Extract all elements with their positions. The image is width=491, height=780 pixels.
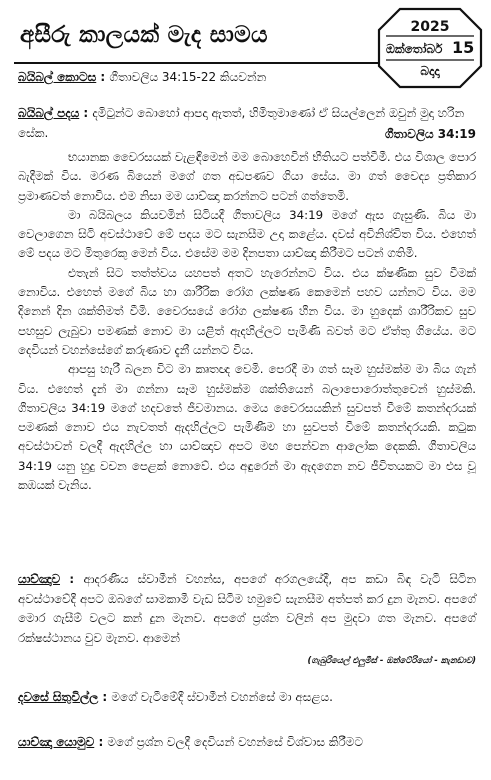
story-paragraph: මා බයිබලය කියවමින් සිටියදී ගීතාවලිය 34:19 මගේ ඇස ගැසුණි. බිය මා වෙලාගෙන සිටි අවස්ථාවේ මේ පදය මට සැනසීම උදා කළේය. දවස් අවිනිශ්චිත විය. එහෙත් මේ පදය මට මිතුරෙකු මෙන් විය. එසේම මම දිනපතා යාච්ඤා කිරීමට පටන් ගතිමි. [18,207,476,261]
verse-reference: ගීතාවලිය 34:19 [384,127,476,141]
prayer-focus-text: මගේ ප්‍රශ්න වලදී දෙවියන් වහන්සේ විශ්වාස කිරීමට [107,735,364,749]
verse-label: බයිබල් පදය [18,106,80,120]
prayer-focus-line: යාච්ඤා යොමුව : මගේ ප්‍රශ්න වලදී දෙවියන් වහන්සේ විශ්වාස කිරීමට [18,735,364,749]
reading-label: බයිබල් කොටස [18,70,97,84]
story-paragraph: භයානක වෛරසයක් වැළඳීමෙන් මම බොහෙවින් භීතියට පත්වීමී. එය විශාල පොර බැදීමක් විය. මරණ බියෙන් මගේ ගත අඩපණව ගියා සේය. මා ගත් වෛද්‍ය ප්‍රතිකාර ප්‍රමාණවත් නොවිය. එම නිසා මම යාච්ඤා කරන්නට පටන් ගත්තෙමි. [18,150,476,203]
prayer-focus-label: යාච්ඤා යොමුව [18,735,95,749]
date-year: 2025 [410,19,450,35]
title-underline [14,62,386,64]
verse-block: බයිබල් පදය : දමිටුන්ට බොහෝ ආපදා ඇතත්, හිමිතුමාණෝ ඒ සියල්ලෙන් ඔවුන් මුදා හරින සේක. ගීතාවලිය 34:19 [18,104,476,144]
date-month: ඔක්තෝබර් [386,42,443,56]
verse-text: දමිටුන්ට බොහෝ ආපදා ඇතත්, හිමිතුමාණෝ ඒ සියල්ලෙන් ඔවුන් මුදා හරින සේක. [18,106,465,140]
reflection-line: දවසේ සිතුවිල්ල : මගේ වැටීමේදී ස්වාමීන් වහන්සේ මා අසළය. [18,690,333,704]
prayer-label: යාච්ඤාව [18,572,60,586]
reading-text: ගීතාවලිය 34:15-22 කියවන්න [109,70,267,84]
prayer-block: යාච්ඤාව : ආදරණීය ස්වාමීන් වහන්ස, අපගේ අරගලයේදී, අප කඩා බිඳ වැටී සිටින අවස්ථාවේදී අපට ඔබගේ සාමකාමී වැඩ සිටීම හමුවේ සැනසීම අත්පත් කර දුන මැනව. අපගේ මොර ගැසීම් වලට කන් දුන මැනව. අපගේ ප්‍රශ්න වලින් අප මුදවා ගත මැනව. අපගේ රක්ෂස්ථානය වුව මැනව. ආමෙන් [18,572,476,645]
page-title: අසීරු කාලයක් මැද සාමය [20,22,268,48]
date-day: 15 [452,38,475,57]
reading-line: බයිබල් කොටස : ගීතාවලිය 34:15-22 කියවන්න [18,70,267,84]
story-body [18,148,476,495]
date-weekday: බදාදා [420,64,440,78]
prayer-text: ආදරණීය ස්වාමීන් වහන්ස, අපගේ අරගලයේදී, අප කඩා බිඳ වැටී සිටින අවස්ථාවේදී අපට ඔබගේ සාමකාමී වැඩ සිටීම හමුවේ සැනසීම අත්පත් කර දුන මැනව. අපගේ මොර ගැසීම් වලට කන් දුන මැනව. අපගේ ප්‍රශ්න වලින් අප මුදවා ගත මැනව. අපගේ රක්ෂස්ථානය වුව මැනව. ආමෙන් [18,572,476,645]
author-credit: (ගැබුරියෙල් එලුමීස් - ඔන්ටේරියෝ - කැනඩාව) [307,656,476,666]
story-paragraph: ආපසු හැරී බලන විට මා කෘතඥ වෙමි. පෙරදී මා ගත් සෑම හුස්මක්ම මා බිය ගැන් විය. එහෙත් දැන් මා ගන්නා සෑම හුස්මක්ම ශක්තියෙන් බලාපොරොත්තුවෙන් හුස්මකි. ගීතාවලිය 34:19 මගේ හදවතේ ජීවමානය. මෙය වෛරසයකින් සුවපත් වීමේ කතන්දරයක් පමණක් නොව එය නැවතත් ඇදහිල්ලට පැමිණීම හා සුවපත් වීමේ කතන්දරයකි. කටුක අවස්ථාවන් වලදී ඇදහිල්ල හා යාච්ඤාව අපට මඟ පෙන්වන ආලෝක දෙකකි. ගීතාවලිය 34:19 යනු හුදු වචන පෙළක් නොවේ. එය අඳුරෙන් මා ඇදගෙන නව ජීවිතයකට මා එස වූ කඹයක් වැනිය. [18,362,476,493]
story-paragraph: එතැන් සිට තත්ත්වය යහපත් අතට හැරෙන්නට විය. එය ක්ෂණික සුව වීමක් නොවිය. එහෙත් මගේ බිය හා ශාරීරික රෝග ලක්ෂණ කෙමෙන් පහව යන්නට විය. මම දිනෙන් දින ශක්තිමත් වීමි. වෛරසයේ රෝග ලක්ෂණ හීන විය. මා හුදෙක් ශාරීරිකව සුව පහසුව ලැබුවා පමණක් නොව මා යළිත් ඇදහිල්ලට පැමිණි බවත් මට ඒත්තු ගියේය. මට දෙවියන් වහන්සේගේ කරුණාව දැනී යන්නට විය. [18,265,476,357]
reflection-text: මගේ වැටීමේදී ස්වාමීන් වහන්සේ මා අසළය. [111,690,333,704]
reflection-label: දවසේ සිතුවිල්ල [18,690,99,704]
